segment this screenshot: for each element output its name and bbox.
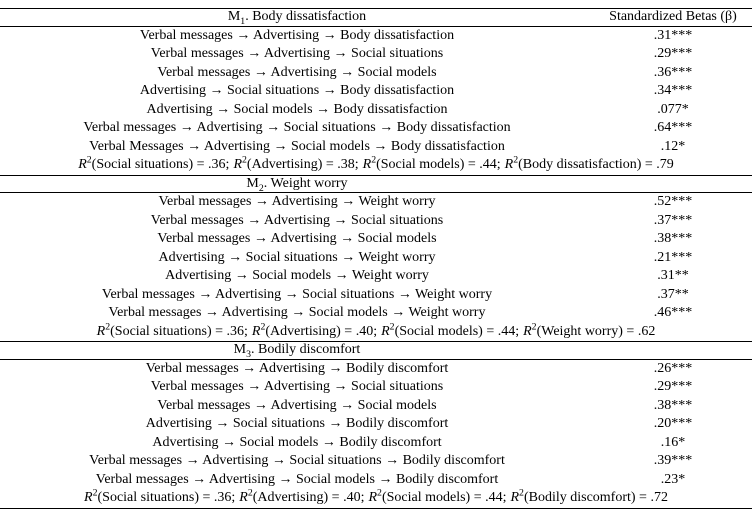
table-row [0, 193, 752, 212]
beta-cell: .23* [660, 471, 686, 487]
path-cell: Verbal messages → Advertising → Bodily discomfort [145, 360, 449, 376]
beta-cell: .37** [657, 286, 689, 302]
table-row [0, 471, 752, 490]
path-cell: Verbal Messages → Advertising → Social models → Body dissatisfaction [89, 138, 505, 154]
path-cell: Advertising → Social models → Weight worry [165, 268, 429, 284]
r2-value: (Bodily discomfort) = .72 [523, 490, 668, 506]
table-row [0, 119, 752, 138]
table-row [0, 434, 752, 453]
beta-cell: .21*** [653, 249, 693, 265]
r2-value: (Social situations) = .36; [97, 490, 236, 506]
beta-cell: .46*** [653, 305, 693, 321]
r2-term [251, 321, 378, 340]
section-title [0, 176, 594, 192]
r2-term [78, 154, 230, 173]
path-cell: Verbal messages → Advertising → Social models [157, 231, 437, 247]
r2-term [523, 321, 656, 340]
r2-term [504, 154, 674, 173]
path-cell: Verbal messages → Advertising → Social situations → Weight worry [101, 286, 493, 302]
r2-exponent: 2 [513, 154, 519, 166]
path-cell: Advertising → Social situations → Bodily discomfort [145, 416, 449, 432]
table-row [0, 378, 752, 397]
table-row [0, 101, 752, 120]
beta-column-header: Standardized Betas (β) [609, 9, 737, 25]
beta-cell: .16* [660, 434, 686, 450]
table-row [0, 452, 752, 471]
model-subscript: 3 [246, 349, 252, 361]
path-cell: Advertising → Social models → Bodily discomfort [152, 434, 442, 450]
r2-value: (Advertising) = .40; [252, 490, 365, 506]
table-row [0, 45, 752, 64]
path-cell: Verbal messages → Advertising → Social situations → Bodily discomfort [89, 453, 505, 469]
beta-cell: .38*** [653, 231, 693, 247]
r2-term [239, 487, 365, 506]
path-cell: Verbal messages → Advertising → Social models [157, 64, 437, 80]
r2-summary-row [0, 489, 752, 508]
r2-letter: R [510, 490, 520, 506]
table-row [0, 286, 752, 305]
path-cell: Verbal messages → Advertising → Social situations → Body dissatisfaction [83, 120, 511, 136]
section-title [0, 9, 594, 28]
table-row [0, 267, 752, 286]
r2-value: (Social situations) = .36; [91, 157, 230, 173]
beta-cell: .31** [657, 268, 689, 284]
r2-value: (Social situations) = .36; [110, 323, 248, 339]
beta-cell: .52*** [653, 194, 693, 210]
r2-letter: R [362, 157, 372, 173]
table-row [0, 64, 752, 83]
path-cell: Verbal messages → Advertising → Body dissatisfaction [139, 27, 455, 43]
section-header-m1 [0, 8, 752, 27]
beta-cell: .29*** [653, 46, 693, 62]
section-header-m2 [0, 175, 752, 194]
table-row [0, 230, 752, 249]
r2-value: (Advertising) = .38; [246, 157, 359, 173]
r2-value: (Social models) = .44; [381, 490, 507, 506]
r2-summary-row [0, 156, 752, 175]
path-cell: Verbal messages → Advertising → Weight worry [158, 194, 436, 210]
path-cell: Verbal messages → Advertising → Social models → Bodily discomfort [95, 471, 499, 487]
model-name: . Body dissatisfaction [245, 9, 367, 25]
r2-exponent: 2 [377, 487, 382, 499]
beta-cell: .37*** [653, 212, 693, 228]
r2-summary-row [0, 323, 752, 342]
r2-term [362, 154, 501, 173]
table-row [0, 249, 752, 268]
r2-exponent: 2 [389, 321, 395, 333]
page [0, 8, 752, 524]
r2-letter: R [239, 490, 248, 506]
path-cell: Advertising → Social models → Body dissatisfaction [146, 101, 448, 117]
path-cell: Advertising → Social situations → Weight worry [158, 249, 436, 265]
table-row [0, 415, 752, 434]
r2-letter: R [523, 323, 532, 339]
beta-cell: .26*** [653, 360, 693, 376]
table-row [0, 27, 752, 46]
table-row [0, 304, 752, 323]
r2-exponent: 2 [242, 154, 247, 166]
path-cell: Verbal messages → Advertising → Social situations [150, 212, 444, 228]
table-row [0, 138, 752, 157]
beta-cell: .34*** [653, 83, 693, 99]
section-title [0, 342, 594, 361]
beta-cell: .12* [660, 138, 686, 154]
r2-term [381, 321, 520, 340]
model-subscript: 1 [240, 16, 246, 28]
r2-letter: R [251, 323, 261, 339]
r2-term [510, 487, 668, 506]
r2-exponent: 2 [260, 321, 266, 333]
table-row [0, 360, 752, 379]
r2-value: (Social models) = .44; [394, 323, 520, 339]
path-cell: Verbal messages → Advertising → Social situations [150, 46, 444, 62]
r2-value: (Social models) = .44; [376, 157, 501, 173]
r2-letter: R [504, 157, 514, 173]
beta-cell: .29*** [653, 379, 693, 395]
beta-cell: .64*** [653, 120, 693, 136]
model-subscript: 2 [258, 182, 264, 194]
r2-letter: R [78, 157, 87, 173]
model-letter: M [227, 9, 241, 25]
table-row [0, 82, 752, 101]
model-letter: M [233, 342, 247, 358]
r2-term [233, 154, 359, 173]
r2-term [96, 321, 248, 340]
model-name: . Weight worry [263, 175, 348, 191]
r2-exponent: 2 [92, 487, 98, 499]
r2-exponent: 2 [105, 321, 111, 333]
r2-letter: R [96, 323, 106, 339]
r2-letter: R [381, 323, 390, 339]
r2-exponent: 2 [371, 154, 377, 166]
path-cell: Verbal messages → Advertising → Social models → Weight worry [108, 305, 486, 321]
r2-exponent: 2 [86, 154, 92, 166]
beta-cell: .39*** [653, 453, 693, 469]
beta-cell: .31*** [653, 27, 693, 43]
r2-letter: R [84, 490, 93, 506]
section-header-m3 [0, 341, 752, 360]
beta-cell: .077* [657, 101, 689, 117]
model-letter: M [246, 175, 259, 191]
beta-cell: .20*** [653, 416, 693, 432]
path-cell: Verbal messages → Advertising → Social situations [150, 379, 444, 395]
model-name: . Bodily discomfort [251, 342, 361, 358]
path-cell: Advertising → Social situations → Body dissatisfaction [139, 83, 455, 99]
r2-exponent: 2 [247, 487, 253, 499]
table-row [0, 397, 752, 416]
r2-letter: R [368, 490, 378, 506]
beta-cell: .36*** [653, 64, 693, 80]
r2-term [84, 487, 236, 506]
r2-letter: R [233, 157, 243, 173]
table-row [0, 212, 752, 231]
r2-exponent: 2 [519, 487, 524, 499]
path-cell: Verbal messages → Advertising → Social models [157, 397, 437, 413]
beta-cell: .38*** [653, 397, 693, 413]
r2-value: (Body dissatisfaction) = .79 [518, 157, 674, 173]
r2-value: (Weight worry) = .62 [536, 323, 656, 339]
r2-value: (Advertising) = .40; [265, 323, 378, 339]
r2-exponent: 2 [531, 321, 537, 333]
r2-term [368, 487, 507, 506]
results-table [0, 8, 752, 509]
